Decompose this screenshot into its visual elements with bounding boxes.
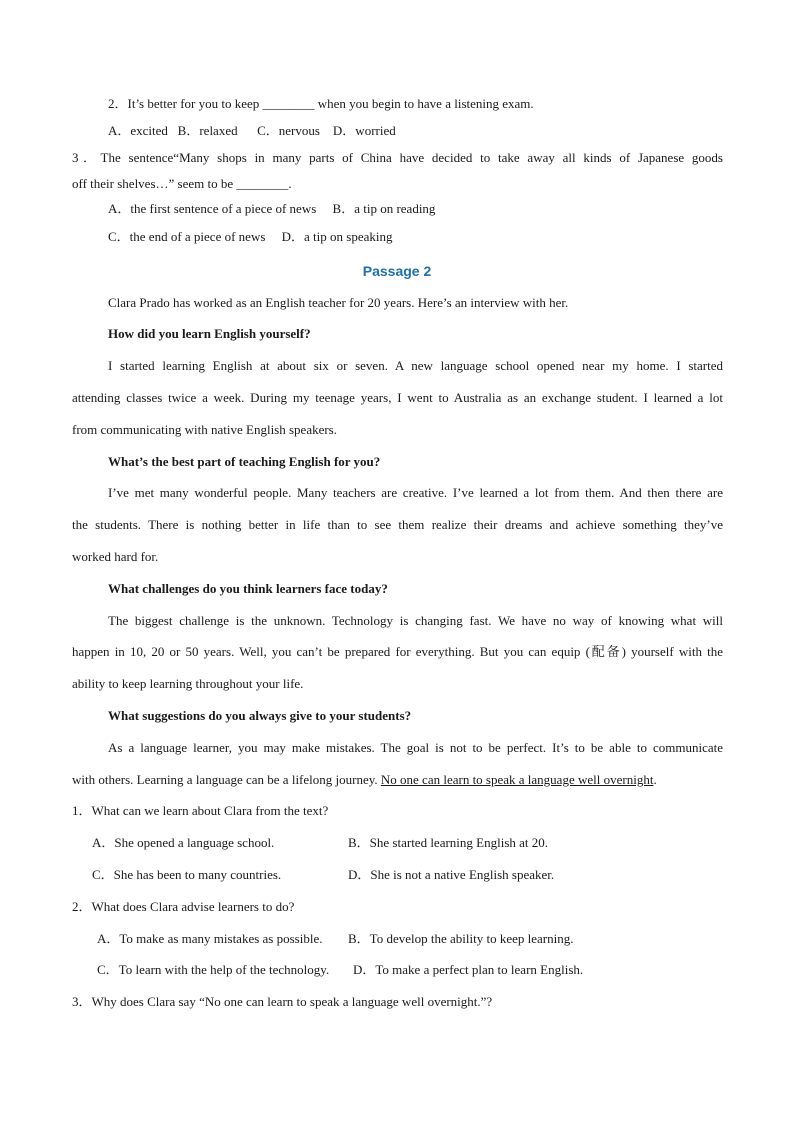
interview-question: What challenges do you think learners face today? — [108, 581, 388, 596]
answer-line-final — [72, 772, 657, 788]
passage-title: Passage 2 — [362, 263, 432, 279]
option-b: B．To develop the ability to keep learning. — [348, 931, 574, 946]
option-d: D．She is not a native English speaker. — [348, 867, 555, 882]
answer-line: The biggest challenge is the unknown. Technology is changing fast. We have no way of knowing what will — [108, 613, 723, 628]
passage-intro: Clara Prado has worked as an English teacher for 20 years. Here’s an interview with her. — [108, 295, 569, 310]
underlined-sentence: No one can learn to speak a language well overnight — [380, 772, 654, 787]
answer-line: attending classes twice a week. During my teenage years, I went to Australia as an exchange student. I learned a lot — [72, 390, 723, 405]
answer-line: ability to keep learning throughout your life. — [72, 676, 304, 691]
question-stem: 3．Why does Clara say “No one can learn to speak a language well overnight.”? — [72, 994, 493, 1009]
p1-q3-options-row1: A．the first sentence of a piece of news B．a tip on reading — [108, 201, 436, 216]
answer-line: I’ve met many wonderful people. Many teachers are creative. I’ve learned a lot from them. And then there are — [108, 485, 723, 500]
interview-question: What’s the best part of teaching English for you? — [108, 454, 381, 469]
answer-line: I started learning English at about six or seven. A new language school opened near my home. I started — [108, 358, 723, 373]
p1-q2-stem: 2．It’s better for you to keep ________ when you begin to have a listening exam. — [108, 96, 534, 111]
option-c: C．She has been to many countries. — [92, 867, 282, 882]
answer-line: from communicating with native English speakers. — [72, 422, 337, 437]
answer-line: happen in 10, 20 or 50 years. Well, you can’t be prepared for everything. But you can equip (配备) yourself with the — [72, 644, 723, 659]
option-a: A．To make as many mistakes as possible. — [97, 931, 323, 946]
option-d: D．To make a perfect plan to learn English. — [353, 962, 584, 977]
answer-line: As a language learner, you may make mistakes. The goal is not to be perfect. It’s to be able to communicate — [108, 740, 723, 755]
answer-text: with others. Learning a language can be a lifelong journey. — [72, 772, 381, 787]
p1-q3-stem-line2: off their shelves…” seem to be ________. — [72, 176, 292, 191]
interview-question: How did you learn English yourself? — [108, 326, 311, 341]
answer-line: worked hard for. — [72, 549, 159, 564]
sentence-end: . — [653, 772, 657, 787]
answer-line: the students. There is nothing better in life than to see them realize their dreams and achieve something they’ve — [72, 517, 723, 532]
p1-q3-stem-line1: 3．The sentence“Many shops in many parts of China have decided to take away all kinds of Japanese goods — [72, 150, 723, 165]
option-c: C．To learn with the help of the technology. — [97, 962, 330, 977]
question-stem: 1．What can we learn about Clara from the text? — [72, 803, 329, 818]
interview-question: What suggestions do you always give to your students? — [108, 708, 412, 723]
question-stem: 2．What does Clara advise learners to do? — [72, 899, 295, 914]
option-b: B．She started learning English at 20. — [348, 835, 549, 850]
option-a: A．She opened a language school. — [92, 835, 275, 850]
p1-q2-options: A．excited B．relaxed C．nervous D．worried — [108, 123, 396, 138]
p1-q3-options-row2: C．the end of a piece of news D．a tip on speaking — [108, 229, 393, 244]
